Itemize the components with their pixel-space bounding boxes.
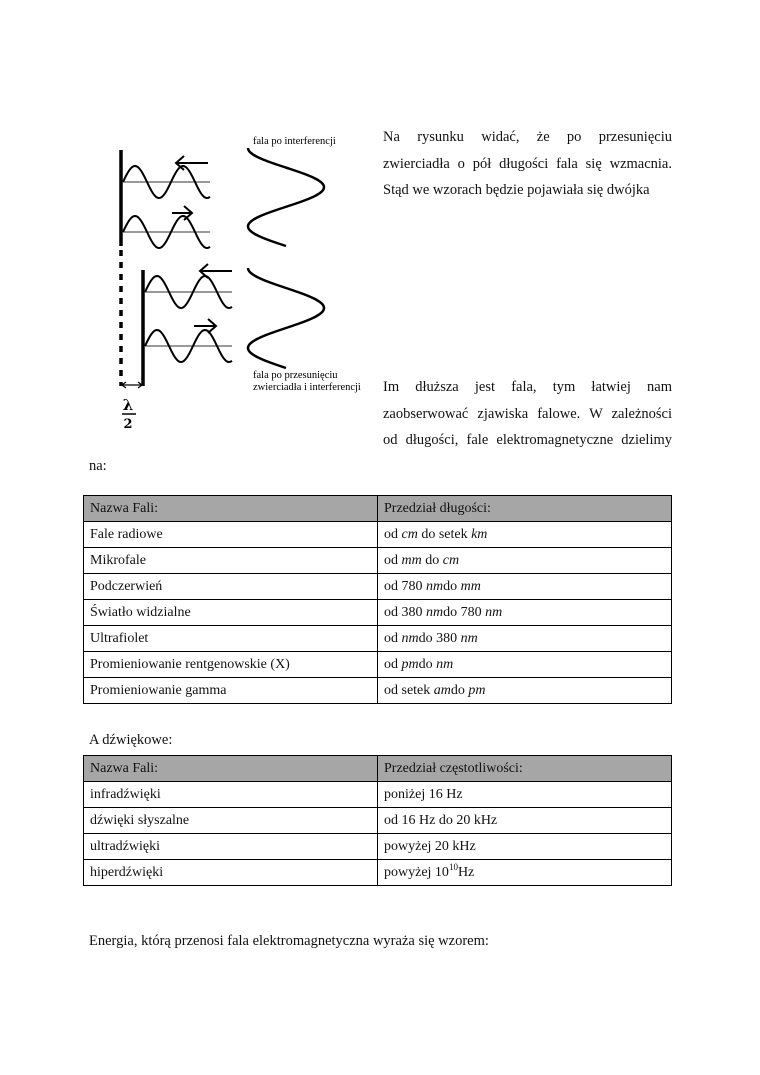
- range-cell: [378, 600, 672, 626]
- arrow-left-icon: [176, 156, 208, 170]
- paragraph-tail: na:: [89, 458, 107, 474]
- interference-wave-top: [248, 148, 324, 246]
- paragraph-line: zwierciadła o pół długości fala się wzmacnia.: [383, 155, 672, 172]
- wave-name-cell: hiperdźwięki: [84, 860, 378, 886]
- range-text: nm: [401, 630, 419, 646]
- range-cell: [378, 678, 672, 704]
- exponent: 10: [448, 861, 458, 872]
- paragraph-line: zaobserwować zjawiska falowe. W zależności: [383, 405, 672, 422]
- range-text: do: [421, 552, 443, 568]
- range-text: do 380: [418, 630, 461, 646]
- table-row: [84, 652, 672, 678]
- range-text: do setek: [417, 526, 472, 542]
- range-text: km: [471, 526, 488, 542]
- range-cell: [378, 834, 672, 860]
- range-text: do: [443, 578, 461, 594]
- table-row: [84, 808, 672, 834]
- range-text: powyżej 20 kHz: [384, 838, 476, 854]
- range-text: cm: [442, 552, 460, 568]
- table-row: [84, 678, 672, 704]
- table-row: [84, 522, 672, 548]
- wave-name-cell: Ultrafiolet: [84, 626, 378, 652]
- range-text: od: [384, 552, 402, 568]
- range-text: od: [384, 656, 402, 672]
- wave-name-cell: dźwięki słyszalne: [84, 808, 378, 834]
- range-cell: [378, 626, 672, 652]
- figure-label-top: fala po interferencji: [253, 136, 336, 147]
- half-wavelength-marker: [122, 382, 142, 388]
- range-cell: [378, 522, 672, 548]
- column-header-wave-name: Nazwa Fali:: [84, 496, 378, 522]
- arrow-right-icon: [172, 206, 192, 220]
- range-text: od 780: [384, 578, 426, 594]
- range-cell: [378, 808, 672, 834]
- paragraph-line: od długości, fale elektromagnetyczne dzielimy: [383, 432, 672, 448]
- range-text: cm: [401, 526, 418, 542]
- range-text: pm: [468, 682, 486, 698]
- wave-name-cell: ultradźwięki: [84, 834, 378, 860]
- range-text: nm: [460, 630, 478, 646]
- range-cell: [378, 652, 672, 678]
- range-cell: [378, 574, 672, 600]
- table-row: [84, 626, 672, 652]
- interference-figure: [108, 128, 368, 438]
- table-row: [84, 782, 672, 808]
- wave-name-cell: Promieniowanie gamma: [84, 678, 378, 704]
- table-row: [84, 860, 672, 886]
- table-row: [84, 548, 672, 574]
- range-cell: [378, 860, 672, 886]
- range-text: powyżej 10: [384, 864, 449, 880]
- range-cell: [378, 548, 672, 574]
- figure-label-bottom-2: zwierciadła i interferencji: [253, 382, 361, 393]
- range-text: poniżej 16 Hz: [384, 786, 463, 802]
- electromagnetic-waves-table: [83, 495, 672, 704]
- range-text: nm: [426, 578, 444, 594]
- range-text: nm: [436, 656, 454, 672]
- wave-name-cell: Promieniowanie rentgenowskie (X): [84, 652, 378, 678]
- table-row: [84, 600, 672, 626]
- mirror-shift-paragraph: [383, 124, 672, 204]
- range-text: od 16 Hz do 20 kHz: [384, 812, 498, 828]
- arrow-left-icon: [200, 264, 232, 278]
- wave-name-cell: Mikrofale: [84, 548, 378, 574]
- column-header-wavelength-range: Przedział długości:: [378, 496, 672, 522]
- range-text: mm: [401, 552, 422, 568]
- range-text: am: [433, 682, 451, 698]
- paragraph-line: Na rysunku widać, że po przesunięciu: [383, 129, 672, 145]
- lambda-denominator: 2: [123, 417, 133, 432]
- interference-wave-bottom: [248, 268, 324, 368]
- range-text: do: [450, 682, 469, 698]
- column-header-frequency-range: Przedział częstotliwości:: [378, 756, 672, 782]
- table-row: [84, 574, 672, 600]
- range-text: od setek: [384, 682, 434, 698]
- range-text: pm: [401, 656, 419, 672]
- sound-waves-table: [83, 755, 672, 886]
- table-row: [84, 834, 672, 860]
- range-text: mm: [460, 578, 481, 594]
- wave-name-cell: Podczerwień: [84, 574, 378, 600]
- interference-diagram: [108, 128, 368, 438]
- wave-name-cell: infradźwięki: [84, 782, 378, 808]
- range-text: od: [384, 526, 402, 542]
- range-cell: [378, 782, 672, 808]
- lambda-symbol: λ: [122, 396, 134, 414]
- paragraph-line: Stąd we wzorach będzie pojawiała się dwójka: [383, 182, 650, 198]
- range-text: nm: [426, 604, 444, 620]
- range-text: do: [418, 656, 437, 672]
- wave-name-cell: Światło widzialne: [84, 600, 378, 626]
- range-text: Hz: [457, 864, 475, 880]
- wave-name-cell: Fale radiowe: [84, 522, 378, 548]
- range-text: od: [384, 630, 402, 646]
- figure-label-bottom-1: fala po przesunięciu: [253, 370, 338, 381]
- sound-waves-heading: A dźwiękowe:: [89, 732, 173, 748]
- column-header-wave-name: Nazwa Fali:: [84, 756, 378, 782]
- table-header-row: [84, 496, 672, 522]
- wavelength-paragraph: [383, 374, 672, 454]
- energy-formula-intro: Energia, którą przenosi fala elektromagnetyczna wyraża się wzorem:: [89, 933, 489, 949]
- range-text: do 780: [443, 604, 486, 620]
- range-text: nm: [485, 604, 503, 620]
- range-text: od 380: [384, 604, 426, 620]
- table-header-row: [84, 756, 672, 782]
- paragraph-line: Im dłuższa jest fala, tym łatwiej nam: [383, 379, 672, 395]
